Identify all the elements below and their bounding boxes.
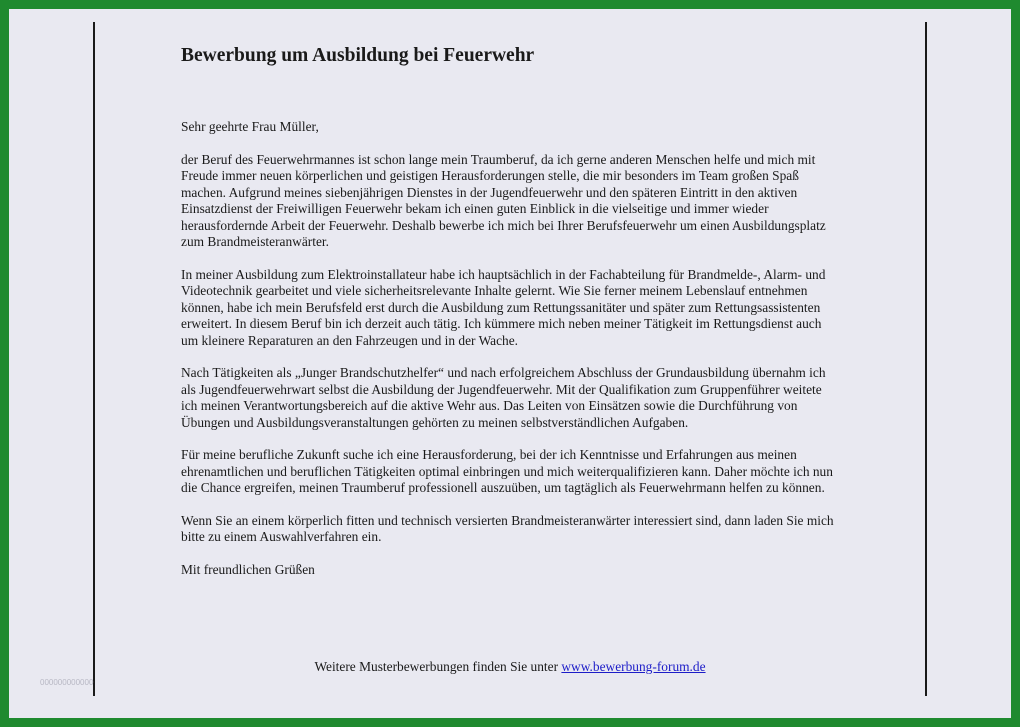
salutation: Sehr geehrte Frau Müller, — [181, 119, 319, 134]
footer-link[interactable]: www.bewerbung-forum.de — [561, 659, 706, 674]
paragraph-invitation: Wenn Sie an einem körperlich fitten und technisch versierten Brandmeisteranwärter interessiert sind, dann laden Sie mich bitte zu einem Auswahlverfahren ein. — [181, 512, 834, 544]
closing: Mit freundlichen Grüßen — [181, 561, 315, 577]
paragraph-training: In meiner Ausbildung zum Elektroinstallateur habe ich hauptsächlich in der Fachabteilung für Brandmelde-, Alarm- und Videotechnik gearbeitet und viele sicherheitsrelevante Inhalte gelernt. Wie Sie ferner meinem Lebenslauf entnehmen können, habe ich mein Berufsfeld erst durch die Ausbildung zum Rettungssanitäter und später zum Rettungsassistenten erweitert. In diesem Beruf bin ich derzeit auch tätig. Ich kümmere mich neben meiner Tätigkeit im Rettungsdienst auch um kleinere Reparaturen an den Fahrzeugen und in der Wache. — [181, 266, 826, 348]
footer-text: Weitere Musterbewerbungen finden Sie unter — [314, 659, 562, 674]
paragraph-motivation: der Beruf des Feuerwehrmannes ist schon lange mein Traumberuf, da ich gerne anderen Menschen helfe und mich mit Freude immer neuen körperlichen und geistigen Herausforderungen stelle, die mir besonders im Team großen Spaß machen. Aufgrund meines siebenjährigen Dienstes in der Jugendfeuerwehr und den späteren Eintritt in den aktiven Einsatzdienst der Freiwilligen Feuerwehr bekam ich einen guten Einblick in die vielseitige und immer wieder herausfordernde Arbeit der Feuerwehr. Deshalb bewerbe ich mich bei Ihrer Berufsfeuerwehr um einen Ausbildungsplatz zum Brandmeisteranwärter. — [181, 151, 826, 249]
watermark: 000000000000 — [40, 678, 94, 687]
letter-title: Bewerbung um Ausbildung bei Feuerwehr — [181, 45, 535, 66]
left-margin-rule — [93, 22, 95, 696]
paragraph-experience: Nach Tätigkeiten als „Junger Brandschutzhelfer“ und nach erfolgreichem Abschluss der Grundausbildung übernahm ich als Jugendfeuerwehrwart selbst die Ausbildung der Jugendfeuerwehr. Mit der Qualifikation zum Gruppenführer weitete ich meinen Verantwortungsbereich auf die aktive Wehr aus. Das Leiten von Einsätzen sowie die Durchführung von Übungen und Ausbildungsveranstaltungen gehörten zu meinen selbstverständlichen Aufgaben. — [181, 365, 826, 430]
letter-body — [181, 42, 841, 578]
footer-note — [0, 659, 1020, 675]
right-margin-rule — [925, 22, 927, 696]
paragraph-future: Für meine berufliche Zukunft suche ich eine Herausforderung, bei der ich Kenntnisse und Erfahrungen aus meinen ehrenamtlichen und beruflichen Tätigkeiten optimal einbringen und mich weiterqualifizieren kann. Daher möchte ich nun die Chance ergreifen, meinen Traumberuf professionell auszuüben, um tagtäglich als Feuerwehrmann helfen zu können. — [181, 447, 833, 495]
